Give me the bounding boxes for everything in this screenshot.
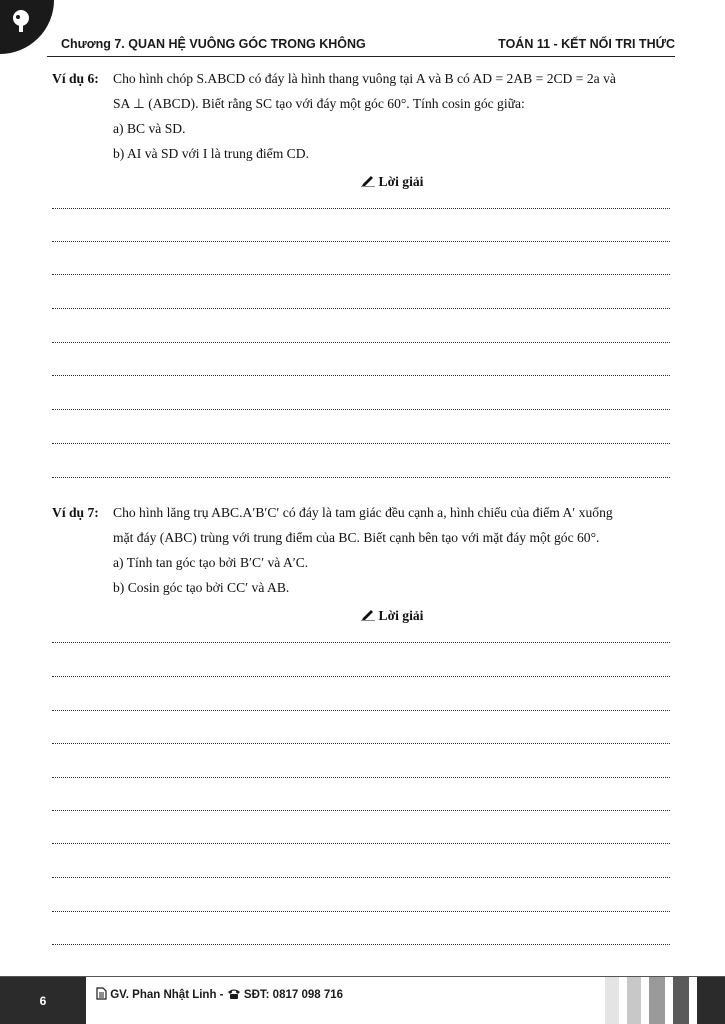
answer-line	[52, 911, 670, 912]
phone-icon	[227, 988, 241, 1000]
answer-line	[52, 642, 670, 643]
answer-line	[52, 944, 670, 945]
answer-line	[52, 409, 670, 410]
example-6-solution-label: Lời giải	[378, 174, 424, 189]
example-6-line2: SA ⊥ (ABCD). Biết rằng SC tạo với đáy một góc 60°. Tính cosin góc giữa:	[113, 96, 525, 111]
document-icon	[96, 987, 107, 1000]
answer-line	[52, 877, 670, 878]
example-6-solution-heading	[52, 169, 672, 194]
answer-line	[52, 477, 670, 478]
example-6-line1: Cho hình chóp S.ABCD có đáy là hình thang vuông tại A và B có AD = 2AB = 2CD = 2a và	[113, 71, 616, 86]
answer-line	[52, 676, 670, 677]
example-6-part-a: a) BC và SD.	[113, 121, 186, 136]
example-7-line1: Cho hình lăng trụ ABC.A′B′C′ có đáy là tam giác đều cạnh a, hình chiếu của điểm A′ xuống	[113, 505, 613, 520]
answer-line	[52, 443, 670, 444]
decor-bar	[627, 977, 641, 1024]
answer-line	[52, 241, 670, 242]
decor-bar	[605, 977, 619, 1024]
page-number: 6	[39, 993, 47, 1008]
example-7-line2: mặt đáy (ABC) trùng với trung điểm của BC. Biết cạnh bên tạo với mặt đáy một góc 60°.	[113, 530, 600, 545]
example-6-part-b: b) AI và SD với I là trung điểm CD.	[113, 146, 309, 161]
pen-icon	[361, 175, 375, 187]
example-6-label: Ví dụ 6:	[52, 71, 99, 86]
footer-phone: SĐT: 0817 098 716	[243, 989, 344, 1001]
answer-line	[52, 843, 670, 844]
example-7-part-b: b) Cosin góc tạo bởi CC′ và AB.	[113, 580, 290, 595]
footer-info	[96, 987, 343, 1001]
answer-line	[52, 777, 670, 778]
answer-line	[52, 342, 670, 343]
example-6	[52, 66, 672, 194]
answer-line	[52, 743, 670, 744]
answer-line	[52, 208, 670, 209]
header-corner-logo	[0, 0, 54, 54]
example-7-part-a: a) Tính tan góc tạo bởi B′C′ và A′C.	[113, 555, 309, 570]
decor-bar	[649, 977, 665, 1024]
answer-line	[52, 810, 670, 811]
footer-decor-bars	[605, 977, 725, 1024]
decor-bar	[697, 977, 725, 1024]
decor-bar	[673, 977, 689, 1024]
answer-line	[52, 375, 670, 376]
logo-icon	[6, 6, 36, 36]
book-title: TOÁN 11 - KẾT NỐI TRI THỨC	[498, 37, 675, 51]
answer-line	[52, 710, 670, 711]
example-7-label: Ví dụ 7:	[52, 505, 99, 520]
chapter-title: Chương 7. QUAN HỆ VUÔNG GÓC TRONG KHÔNG	[61, 37, 366, 51]
answer-line	[52, 308, 670, 309]
header-divider	[47, 56, 675, 57]
example-7	[52, 500, 672, 628]
example-7-solution-heading	[52, 603, 672, 628]
answer-line	[52, 274, 670, 275]
example-7-solution-label: Lời giải	[378, 608, 424, 623]
page-number-box	[0, 977, 86, 1024]
footer-author: GV. Phan Nhật Linh -	[110, 989, 224, 1001]
pen-icon	[361, 609, 375, 621]
